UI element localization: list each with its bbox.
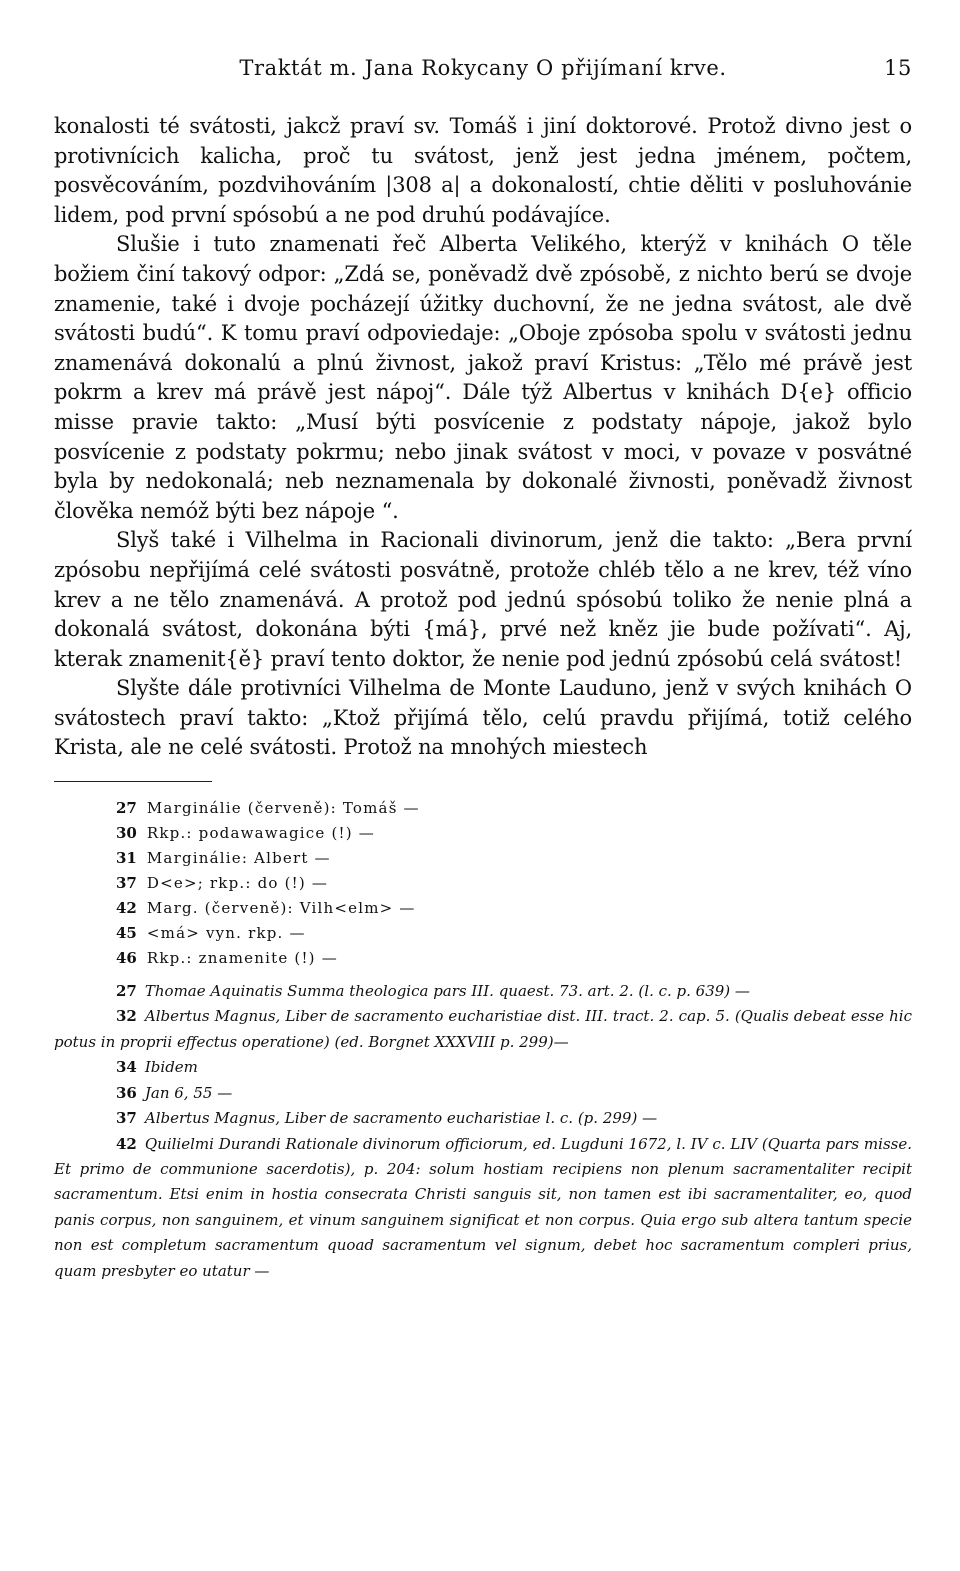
paragraph: Slušie i tuto znamenati řeč Alberta Velikého, kterýž v knihách O těle božiem činí takový odpor: „Zdá se, poněvadž dvě zpósobě, z nichto berú se dvoje znamenie, také i dvoje pocházejí úžitky duchovní, že ne jedna svátost, ale dvě svátosti budú“. K tomu praví odpoviedaje: „Oboje zpósoba spolu v svátosti jednu znamenává dokonalú a plnú živnost, jakož praví Kristus: „Tělo mé právě jest pokrm a krev má právě jest nápoj“. Dále týž Albertus v knihách D{e} officio misse pravie takto: „Musí býti posvícenie z podstaty nápoje, jakož bylo posvícenie z podstaty pokrmu; nebo jinak svátost v moci, v povaze v posvátné byla by nedokonalá; neb neznamenala by dokonalé živnosti, poněvadž živnost člověka nemóž býti bez nápoje “.: [54, 232, 912, 523]
paragraph: Slyšte dále protivníci Vilhelma de Monte Lauduno, jenž v svých knihách O svátostech praví takto: „Ktož přijímá tělo, celú pravdu přijímá, totiž celého Krista, ale ne celé svátosti. Protož na mnohých miestech: [54, 676, 912, 760]
variant-note: 30 Rkp.: podawawagice (!) —: [116, 824, 375, 843]
running-header: [54, 52, 912, 92]
source-note: 32 Albertus Magnus, Liber de sacramento eucharistiae dist. III. tract. 2. cap. 5. (Qualis debeat esse hic potus in proprii effectus operatione) (ed. Borgnet XXXVIII p. 299)—: [54, 1007, 912, 1051]
header-title: Traktát m. Jana Rokycany O přijímaní krve.: [239, 56, 727, 80]
footnote-divider: [54, 781, 212, 782]
page-number: 15: [884, 56, 912, 80]
document-page: [54, 52, 912, 1284]
variant-note: 45 <má> vyn. rkp. —: [116, 924, 306, 943]
source-note: 34 Ibidem: [116, 1058, 198, 1077]
source-notes: [54, 979, 912, 1284]
source-note: 36 Jan 6, 55 —: [116, 1083, 233, 1102]
source-note: 27 Thomae Aquinatis Summa theologica pars III. quaest. 73. art. 2. (l. c. p. 639) —: [116, 982, 750, 1001]
main-text: [54, 112, 912, 763]
source-note: 37 Albertus Magnus, Liber de sacramento eucharistiae l. c. (p. 299) —: [116, 1109, 658, 1128]
variant-note: 27 Marginálie (červeně): Tomáš —: [116, 799, 420, 818]
paragraph: konalosti té svátosti, jakcž praví sv. Tomáš i jiní doktorové. Protož divno jest o protivnícich kalicha, proč tu svátost, jenž jest jedna jménem, počtem, posvěcováním, pozdvihováním |308 a| a dokonalostí, chtie děliti v posluhovánie lidem, pod první spósobú a ne pod druhú podávajíce.: [54, 114, 912, 227]
variant-notes: [54, 796, 912, 971]
variant-note: 46 Rkp.: znamenite (!) —: [116, 949, 338, 968]
variant-note: 37 D<e>; rkp.: do (!) —: [116, 874, 329, 893]
source-note: 42 Quilielmi Durandi Rationale divinorum officiorum, ed. Lugduni 1672, l. IV c. LIV (Quarta pars misse. Et primo de communione sacerdotis), p. 204: solum hostiam recipiens non plenum sacramentaliter recipit sacramentum. Etsi enim in hostia consecrata Christi sanguis sit, non tamen est ibi sacramentaliter, eo, quod panis corpus, non sanguinem, et vinum sanguinem significat et non corpus. Quia ergo sub altera tantum specie non est completum sacramentum quoad sacramentum vel signum, debet hoc sacramentum compleri prius, quam presbyter eo utatur —: [54, 1134, 912, 1280]
footnotes: [54, 796, 912, 1284]
paragraph: Slyš také i Vilhelma in Racionali divinorum, jenž die takto: „Bera první zpósobu nepřijímá celé svátosti posvátně, protože chléb tělo a ne krev, též víno krev a ne tělo znamenává. A protož pod jednú spósobú toliko že nenie plná a dokonalá svátost, dokonána býti {má}, prvé než kněz jie bude požívati“. Aj, kterak znamenit{ě} praví tento doktor, že nenie pod jednú zpósobú celá svátost!: [54, 528, 912, 671]
variant-note: 31 Marginálie: Albert —: [116, 849, 331, 868]
variant-note: 42 Marg. (červeně): Vilh<elm> —: [116, 899, 416, 918]
